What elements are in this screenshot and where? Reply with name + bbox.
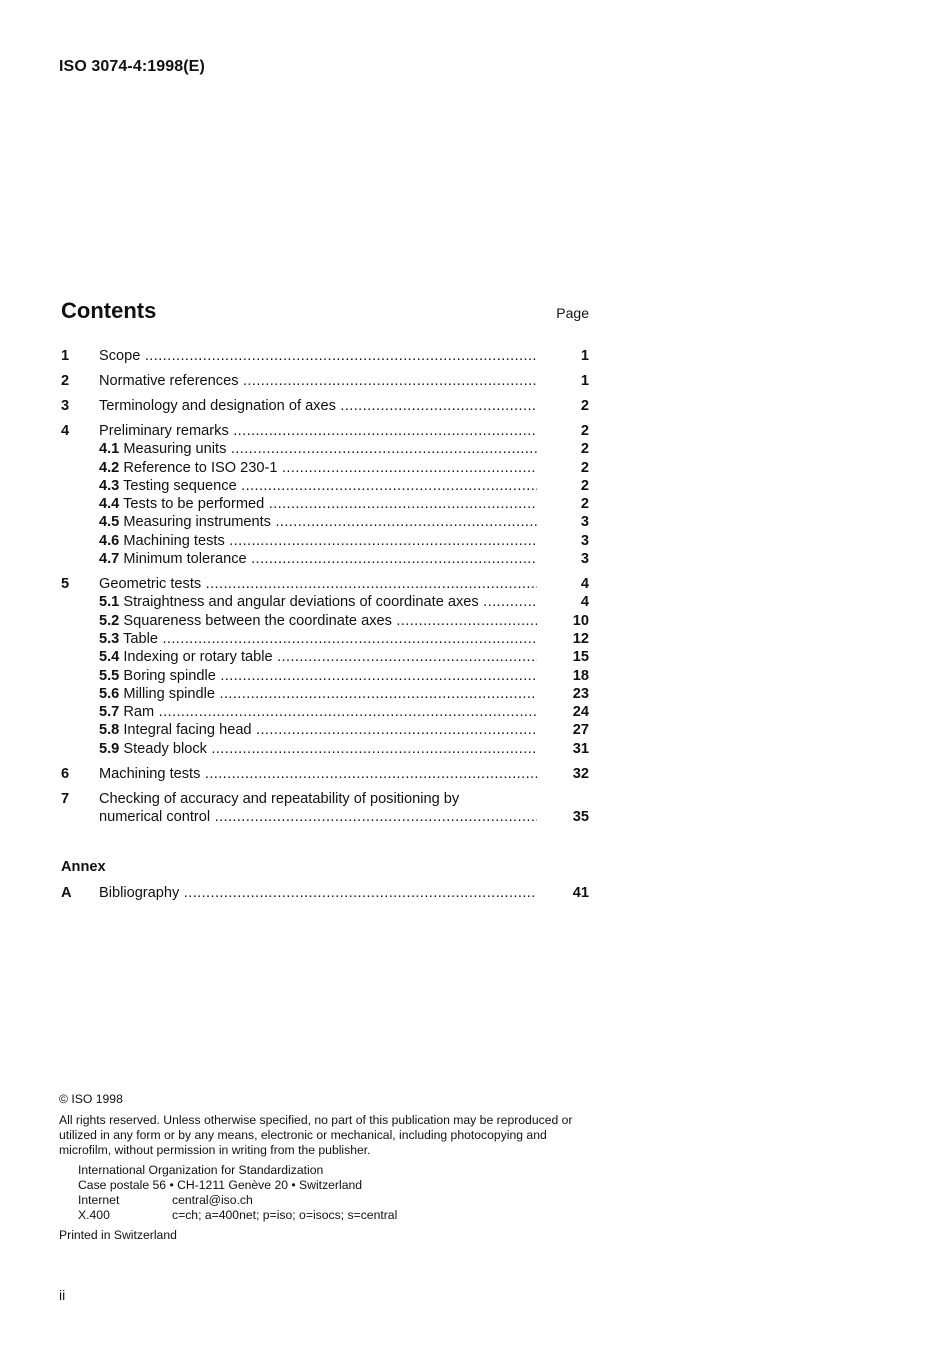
toc-entry[interactable]	[61, 397, 589, 415]
contact-label: Internet	[78, 1193, 120, 1207]
toc-subentry-text	[99, 612, 537, 630]
toc-entry-number: 7	[61, 790, 70, 807]
toc-subentry-text	[99, 703, 537, 721]
toc-subentry[interactable]	[61, 532, 589, 550]
publisher-address	[59, 1163, 589, 1223]
toc-subentry-title: Ram	[123, 704, 155, 721]
toc-subentry[interactable]	[61, 667, 589, 685]
contact-label: X.400	[78, 1208, 110, 1222]
toc-subentry-page: 2	[580, 441, 589, 458]
contact-internet	[78, 1193, 589, 1208]
contents-header	[61, 298, 589, 324]
toc-entry[interactable]	[61, 575, 589, 593]
toc-subentry-number: 5.6	[99, 685, 120, 702]
toc-subentry-number: 4.1	[99, 441, 120, 458]
toc-entry[interactable]	[61, 765, 589, 783]
toc-subentry-text	[99, 593, 537, 611]
toc-subentry-number: 4.3	[99, 477, 120, 494]
contact-value: central@iso.ch	[172, 1193, 253, 1207]
toc-subentry-page: 18	[572, 667, 589, 684]
toc-subentry[interactable]	[61, 459, 589, 477]
toc-subentry-text	[99, 721, 537, 739]
toc-subentry-page: 27	[572, 722, 589, 739]
toc-subentry-title: Milling spindle	[123, 685, 216, 702]
toc-section[interactable]	[61, 765, 589, 783]
toc-subentry-number: 5.7	[99, 704, 120, 721]
toc-subentry-title: Tests to be performed	[123, 496, 265, 513]
toc-entry-number: 3	[61, 397, 70, 414]
toc-subentry-title: Minimum tolerance	[123, 551, 247, 568]
toc-subentry-page: 23	[572, 685, 589, 702]
toc-entry-number: 5	[61, 576, 70, 593]
toc-subentry-number: 5.4	[99, 649, 120, 666]
toc-entry-page: 1	[580, 348, 589, 364]
toc-subentry-page: 3	[580, 551, 589, 568]
toc-subentry-text	[99, 440, 537, 458]
toc-subentry-page: 12	[572, 630, 589, 647]
toc-entry-title-line2: numerical control .....	[99, 808, 537, 826]
page-column-label: Page	[556, 305, 589, 321]
toc-section[interactable]	[61, 372, 589, 390]
toc-entry-title: Scope .....	[99, 347, 537, 365]
annex-list	[61, 884, 589, 902]
toc-subentry-page: 31	[572, 740, 589, 757]
toc-subentry-text	[99, 667, 537, 685]
toc-subentry-page: 10	[572, 612, 589, 629]
toc-subentry-title: Indexing or rotary table	[123, 649, 273, 666]
toc-entry-page: 35	[572, 808, 589, 825]
toc-entry-title: Preliminary remarks .....	[99, 422, 537, 440]
copyright-notice	[59, 1092, 589, 1243]
copyright-line: © ISO 1998	[59, 1092, 123, 1106]
toc-subentry-page: 15	[572, 649, 589, 666]
toc-subentry-page: 4	[580, 594, 589, 611]
toc-subentry-number: 4.5	[99, 514, 120, 531]
contact-value: c=ch; a=400net; p=iso; o=isocs; s=central	[172, 1208, 398, 1222]
toc-entry-page: 2	[580, 397, 589, 414]
toc-entry-page: 32	[572, 765, 589, 782]
toc-subentry-number: 5.9	[99, 740, 120, 757]
toc-subentry-number: 4.2	[99, 459, 120, 476]
toc-subentry-text	[99, 513, 537, 531]
document-standard-id: ISO 3074-4:1998(E)	[59, 58, 205, 75]
toc-entry[interactable]	[61, 422, 589, 440]
toc-subentry-page: 2	[580, 477, 589, 494]
toc-subentry-text	[99, 740, 537, 758]
toc-subentry-title: Squareness between the coordinate axes	[123, 612, 392, 629]
org-address: Case postale 56 • CH-1211 Genève 20 • Switzerland	[78, 1178, 363, 1192]
toc-subentry-title: Reference to ISO 230-1	[123, 459, 278, 476]
toc-subentry-number: 5.8	[99, 722, 120, 739]
toc-subentry-number: 4.7	[99, 551, 120, 568]
toc-subentry-page: 3	[580, 514, 589, 531]
table-of-contents	[61, 347, 589, 833]
page-number: ii	[59, 1287, 66, 1303]
toc-subentry[interactable]	[61, 593, 589, 611]
toc-subentry-title: Machining tests	[123, 532, 225, 549]
toc-subentry-text	[99, 495, 537, 513]
toc-subentry-text	[99, 648, 537, 666]
toc-subentry-text	[99, 459, 537, 477]
toc-subentry-number: 4.4	[99, 496, 120, 513]
toc-subentry[interactable]	[61, 477, 589, 495]
annex-heading: Annex	[61, 859, 106, 875]
toc-subentry-title: Measuring units	[123, 441, 227, 458]
toc-section[interactable]	[61, 790, 589, 827]
toc-subentry[interactable]	[61, 440, 589, 458]
toc-subentry[interactable]	[61, 740, 589, 758]
toc-entry-title: Machining tests .....	[99, 765, 537, 783]
printed-in: Printed in Switzerland	[59, 1228, 177, 1242]
toc-entry-page: 1	[580, 372, 589, 389]
toc-subentry-text	[99, 477, 537, 495]
toc-subentry-title: Table	[123, 630, 158, 647]
org-name: International Organization for Standardization	[78, 1163, 324, 1177]
toc-subentry-number: 5.5	[99, 667, 120, 684]
rights-statement: All rights reserved. Unless otherwise specified, no part of this publication may be reproduced or utilized in any form or by any means, electronic or mechanical, including photocopying and microfilm, without permission in writing from the publisher.	[59, 1113, 573, 1157]
toc-entry-number: 2	[61, 372, 70, 389]
toc-subentry-title: Testing sequence	[123, 477, 237, 494]
toc-subentry[interactable]	[61, 550, 589, 568]
toc-entry-number: 1	[61, 348, 70, 364]
toc-entry-page: 2	[580, 422, 589, 439]
toc-section[interactable]	[61, 397, 589, 415]
toc-subentry-number: 5.1	[99, 594, 120, 611]
toc-entry-page: 4	[580, 576, 589, 593]
toc-subentry[interactable]	[61, 721, 589, 739]
annex-entry-title: Bibliography .....	[99, 884, 537, 902]
toc-subentry[interactable]	[61, 648, 589, 666]
toc-subentry[interactable]	[61, 513, 589, 531]
toc-subentry[interactable]	[61, 685, 589, 703]
toc-subentry-title: Boring spindle	[123, 667, 216, 684]
toc-subentry[interactable]	[61, 612, 589, 630]
toc-entry-title: Terminology and designation of axes .....	[99, 397, 537, 415]
toc-entry[interactable]	[61, 790, 589, 808]
toc-section[interactable]	[61, 347, 589, 365]
annex-entry-page: 41	[572, 885, 589, 901]
toc-subentry-text	[99, 630, 537, 648]
toc-entry[interactable]	[61, 372, 589, 390]
toc-subentry-number: 4.6	[99, 532, 120, 549]
toc-subentry-page: 24	[572, 704, 589, 721]
toc-subentry-page: 3	[580, 532, 589, 549]
toc-subentry[interactable]	[61, 495, 589, 513]
toc-subentry-text	[99, 550, 537, 568]
toc-subentry[interactable]	[61, 703, 589, 721]
contact-x400	[78, 1208, 589, 1223]
toc-subentry-title: Straightness and angular deviations of coordinate axes	[123, 594, 479, 611]
toc-subentry-number: 5.2	[99, 612, 120, 629]
toc-entry-title: Geometric tests .....	[99, 575, 537, 593]
toc-subentry-text	[99, 685, 537, 703]
toc-entry-number: 4	[61, 422, 70, 439]
toc-entry-title: Normative references .....	[99, 372, 537, 390]
toc-subentry-page: 2	[580, 459, 589, 476]
toc-subentry-text	[99, 532, 537, 550]
toc-subentry[interactable]	[61, 630, 589, 648]
annex-entry-letter: A	[61, 885, 72, 901]
annex-entry[interactable]	[61, 884, 589, 902]
toc-subentry-title: Measuring instruments	[123, 514, 271, 531]
toc-entry-continuation[interactable]	[61, 808, 589, 826]
toc-section[interactable]	[61, 575, 589, 758]
toc-entry-number: 6	[61, 765, 70, 782]
toc-section[interactable]	[61, 422, 589, 568]
toc-subentry-title: Steady block	[123, 740, 207, 757]
toc-subentry-number: 5.3	[99, 630, 120, 647]
toc-subentry-title: Integral facing head	[123, 722, 252, 739]
toc-entry[interactable]	[61, 347, 589, 365]
toc-entry-title-line1: Checking of accuracy and repeatability of positioning by	[99, 790, 460, 807]
toc-subentry-page: 2	[580, 496, 589, 513]
contents-title: Contents	[61, 298, 157, 323]
